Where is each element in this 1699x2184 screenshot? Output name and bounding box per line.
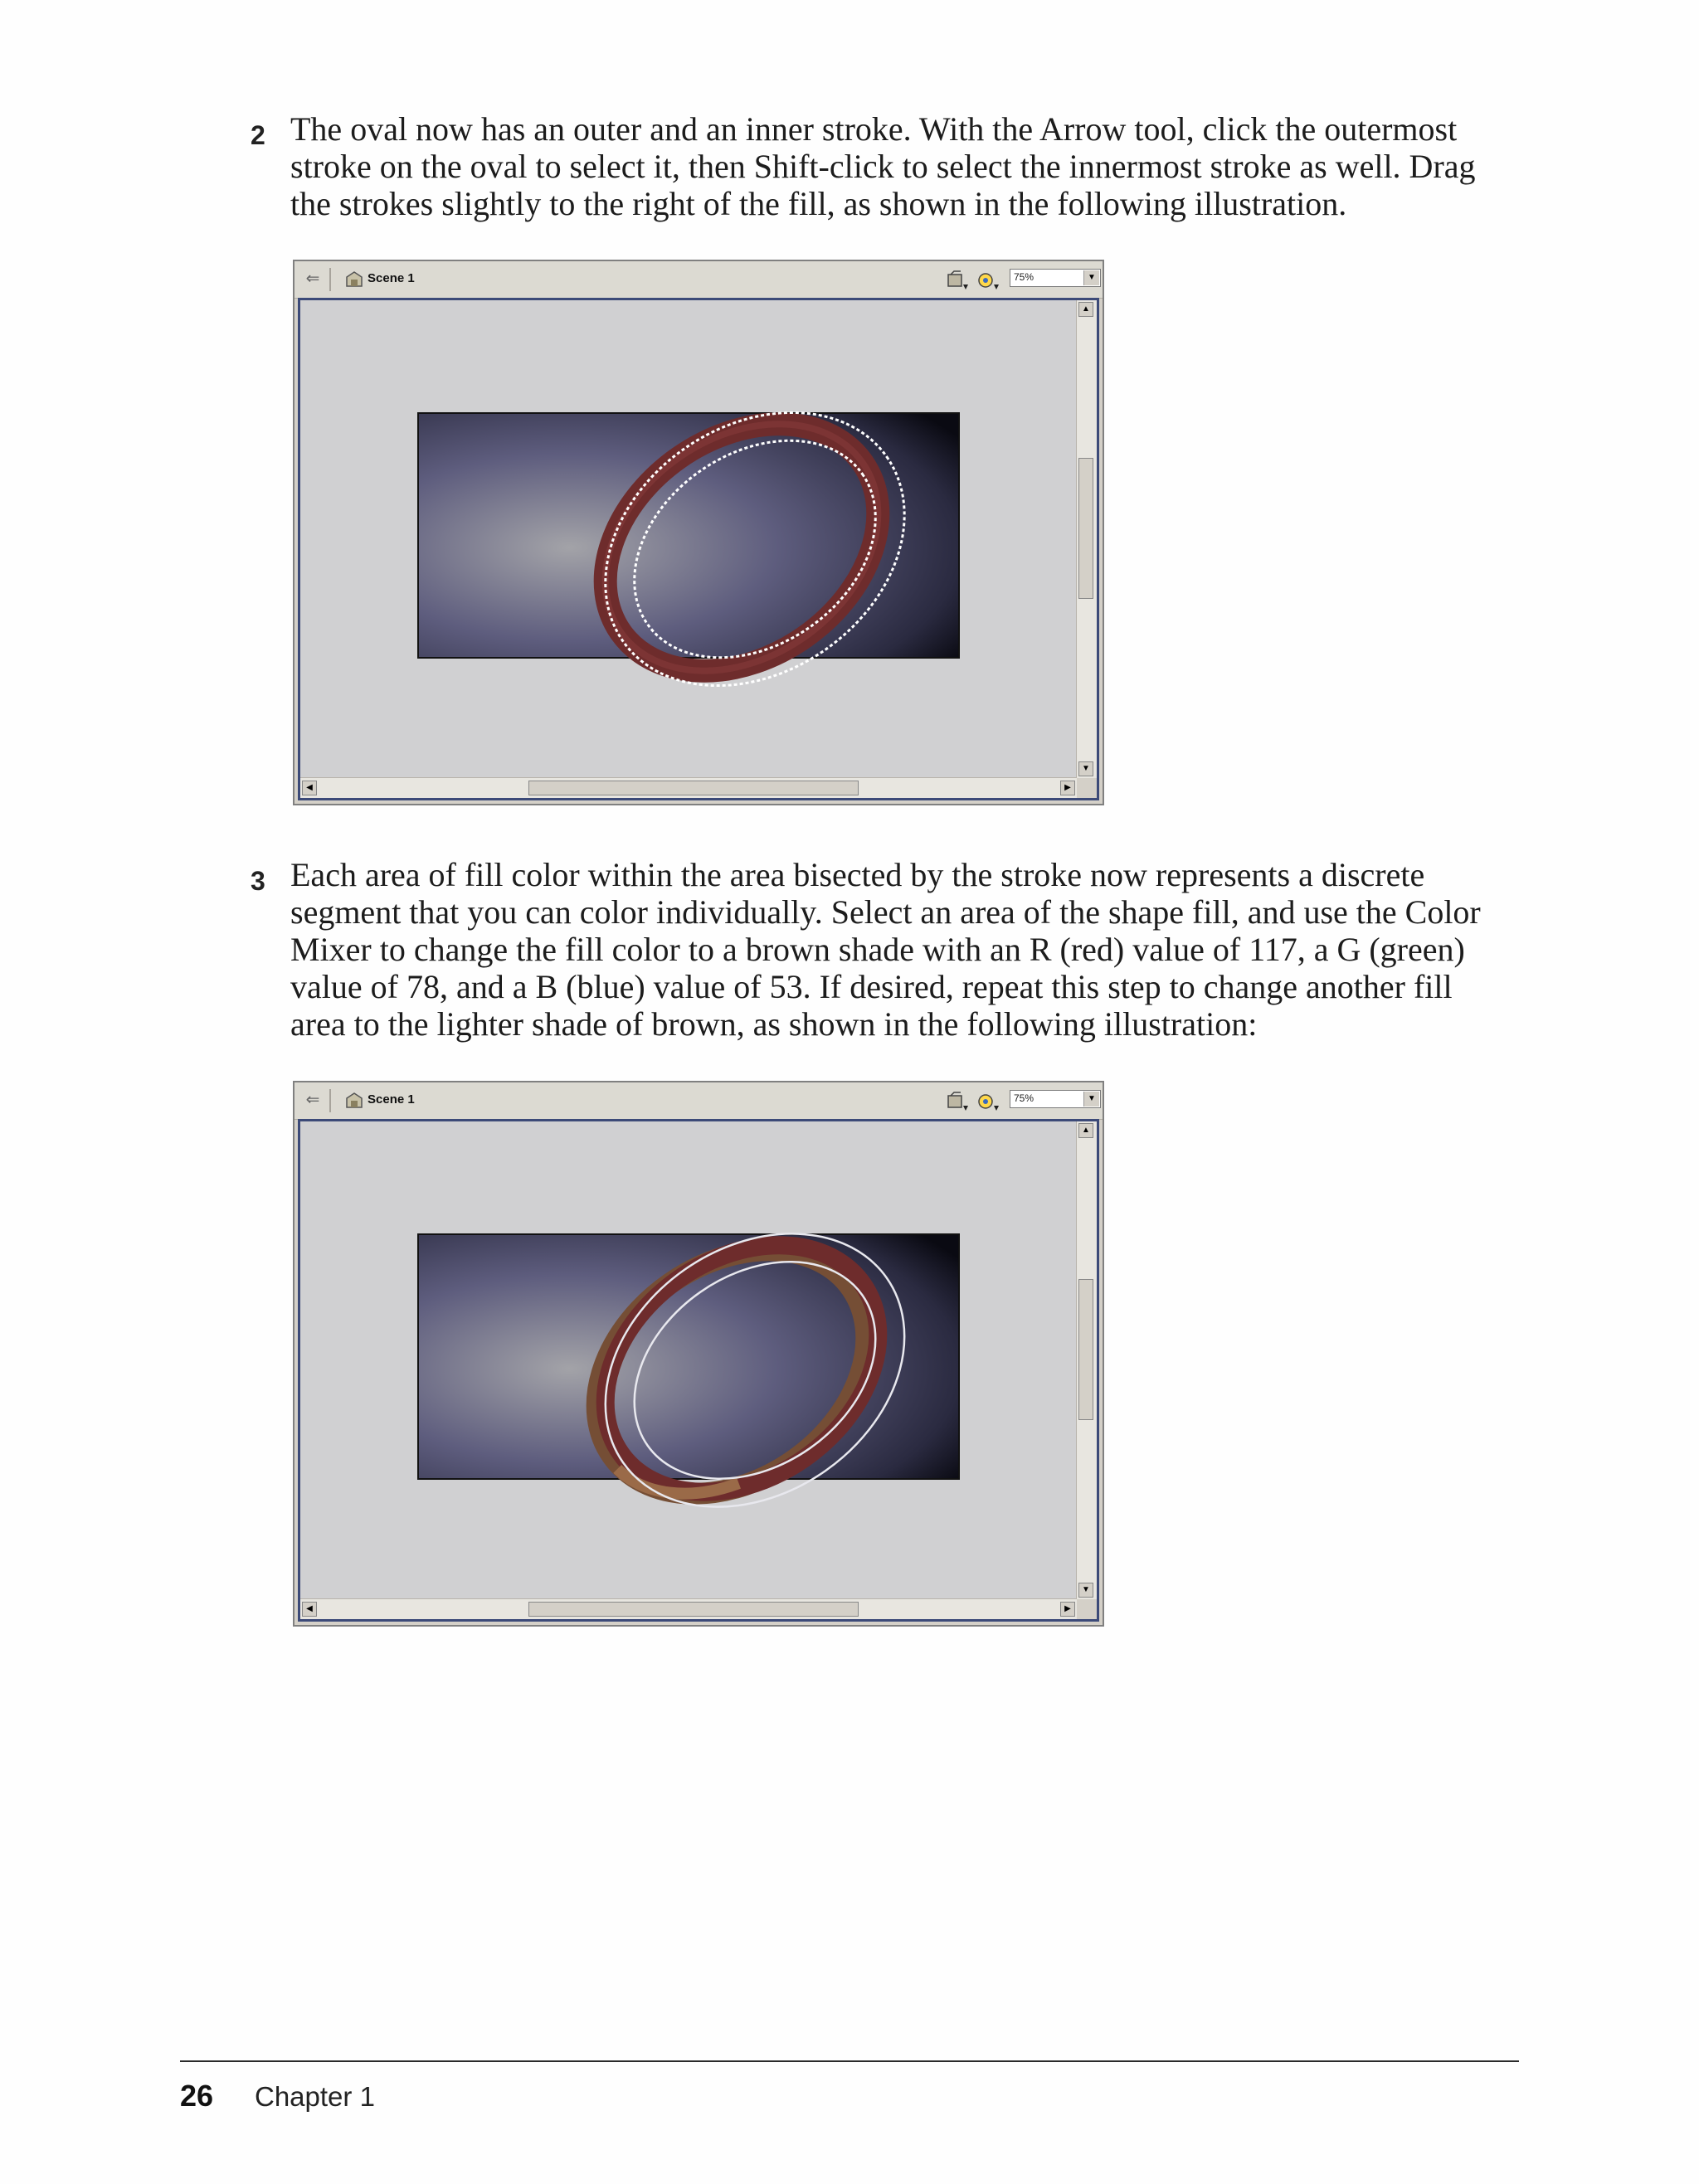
vertical-scrollbar[interactable] [1076, 1121, 1097, 1599]
step-3 [253, 856, 1514, 1043]
step-number: 3 [251, 866, 265, 896]
step-2 [253, 110, 1514, 222]
footer-rule [180, 2060, 1519, 2062]
edit-bar [295, 261, 1103, 299]
back-arrow-icon[interactable]: ⇐ [305, 270, 320, 288]
edit-symbols-icon[interactable] [976, 1091, 1000, 1112]
vertical-scroll-thumb[interactable] [1078, 1279, 1093, 1420]
zoom-value: 75% [1014, 1092, 1034, 1104]
scroll-down-icon[interactable]: ▼ [1078, 1583, 1093, 1598]
scroll-left-icon[interactable]: ◀ [302, 781, 317, 795]
page-number: 26 [180, 2079, 214, 2113]
toolbar-separator [329, 1089, 331, 1112]
stage-canvas [300, 300, 1097, 800]
resize-grip[interactable] [1077, 778, 1097, 798]
step-text: The oval now has an outer and an inner stroke. With the Arrow tool, click the outermost stroke on the oval to select it, then Shift-click to select the innermost stroke as well. Drag the strokes slightly to the right of the fill, as shown in the following illustration. [290, 110, 1476, 222]
back-arrow-icon[interactable]: ⇐ [305, 1091, 320, 1109]
chevron-down-icon[interactable]: ▼ [1083, 270, 1099, 285]
scroll-right-icon[interactable]: ▶ [1060, 1602, 1075, 1617]
vertical-scrollbar[interactable] [1076, 300, 1097, 778]
scroll-up-icon[interactable]: ▲ [1078, 302, 1093, 317]
edit-scene-icon[interactable] [946, 270, 969, 291]
resize-grip[interactable] [1077, 1599, 1097, 1619]
scroll-down-icon[interactable]: ▼ [1078, 761, 1093, 776]
scroll-left-icon[interactable]: ◀ [302, 1602, 317, 1617]
edit-scene-icon[interactable] [946, 1091, 969, 1112]
edit-bar [295, 1082, 1103, 1120]
chapter-label: Chapter 1 [255, 2081, 375, 2112]
flash-stage-screenshot-1 [293, 260, 1104, 805]
stage-area [298, 1119, 1099, 1622]
step-text: Each area of fill color within the area bisected by the stroke now represents a discrete segment that you can color individually. Select an area of the shape fill, and use the Color Mixer to change the fill color to a brown shade with an R (red) value of 117, a G (green) value of 78, and a B (blue) value of 53. If desired, repeat this step to change another fill area to the lighter shade of brown, as shown in the following illustration: [290, 856, 1481, 1043]
scene-icon [344, 1091, 364, 1111]
vertical-scroll-thumb[interactable] [1078, 458, 1093, 599]
horizontal-scroll-thumb[interactable] [528, 1602, 859, 1617]
scene-label[interactable]: Scene 1 [368, 1092, 415, 1107]
toolbar-separator [329, 268, 331, 291]
horizontal-scrollbar[interactable] [300, 1598, 1077, 1619]
edit-symbols-icon[interactable] [976, 270, 1000, 291]
stage-canvas [300, 1121, 1097, 1622]
zoom-select[interactable] [1010, 269, 1101, 287]
scroll-right-icon[interactable]: ▶ [1060, 781, 1075, 795]
chevron-down-icon[interactable]: ▼ [1083, 1092, 1099, 1107]
scene-icon [344, 270, 364, 289]
scene-label[interactable]: Scene 1 [368, 271, 415, 285]
horizontal-scroll-thumb[interactable] [528, 781, 859, 795]
scroll-up-icon[interactable]: ▲ [1078, 1123, 1093, 1138]
flash-stage-screenshot-2 [293, 1081, 1104, 1627]
stage-area [298, 298, 1099, 800]
zoom-value: 75% [1014, 271, 1034, 283]
step-number: 2 [251, 120, 265, 150]
horizontal-scrollbar[interactable] [300, 777, 1077, 798]
zoom-select[interactable] [1010, 1090, 1101, 1108]
